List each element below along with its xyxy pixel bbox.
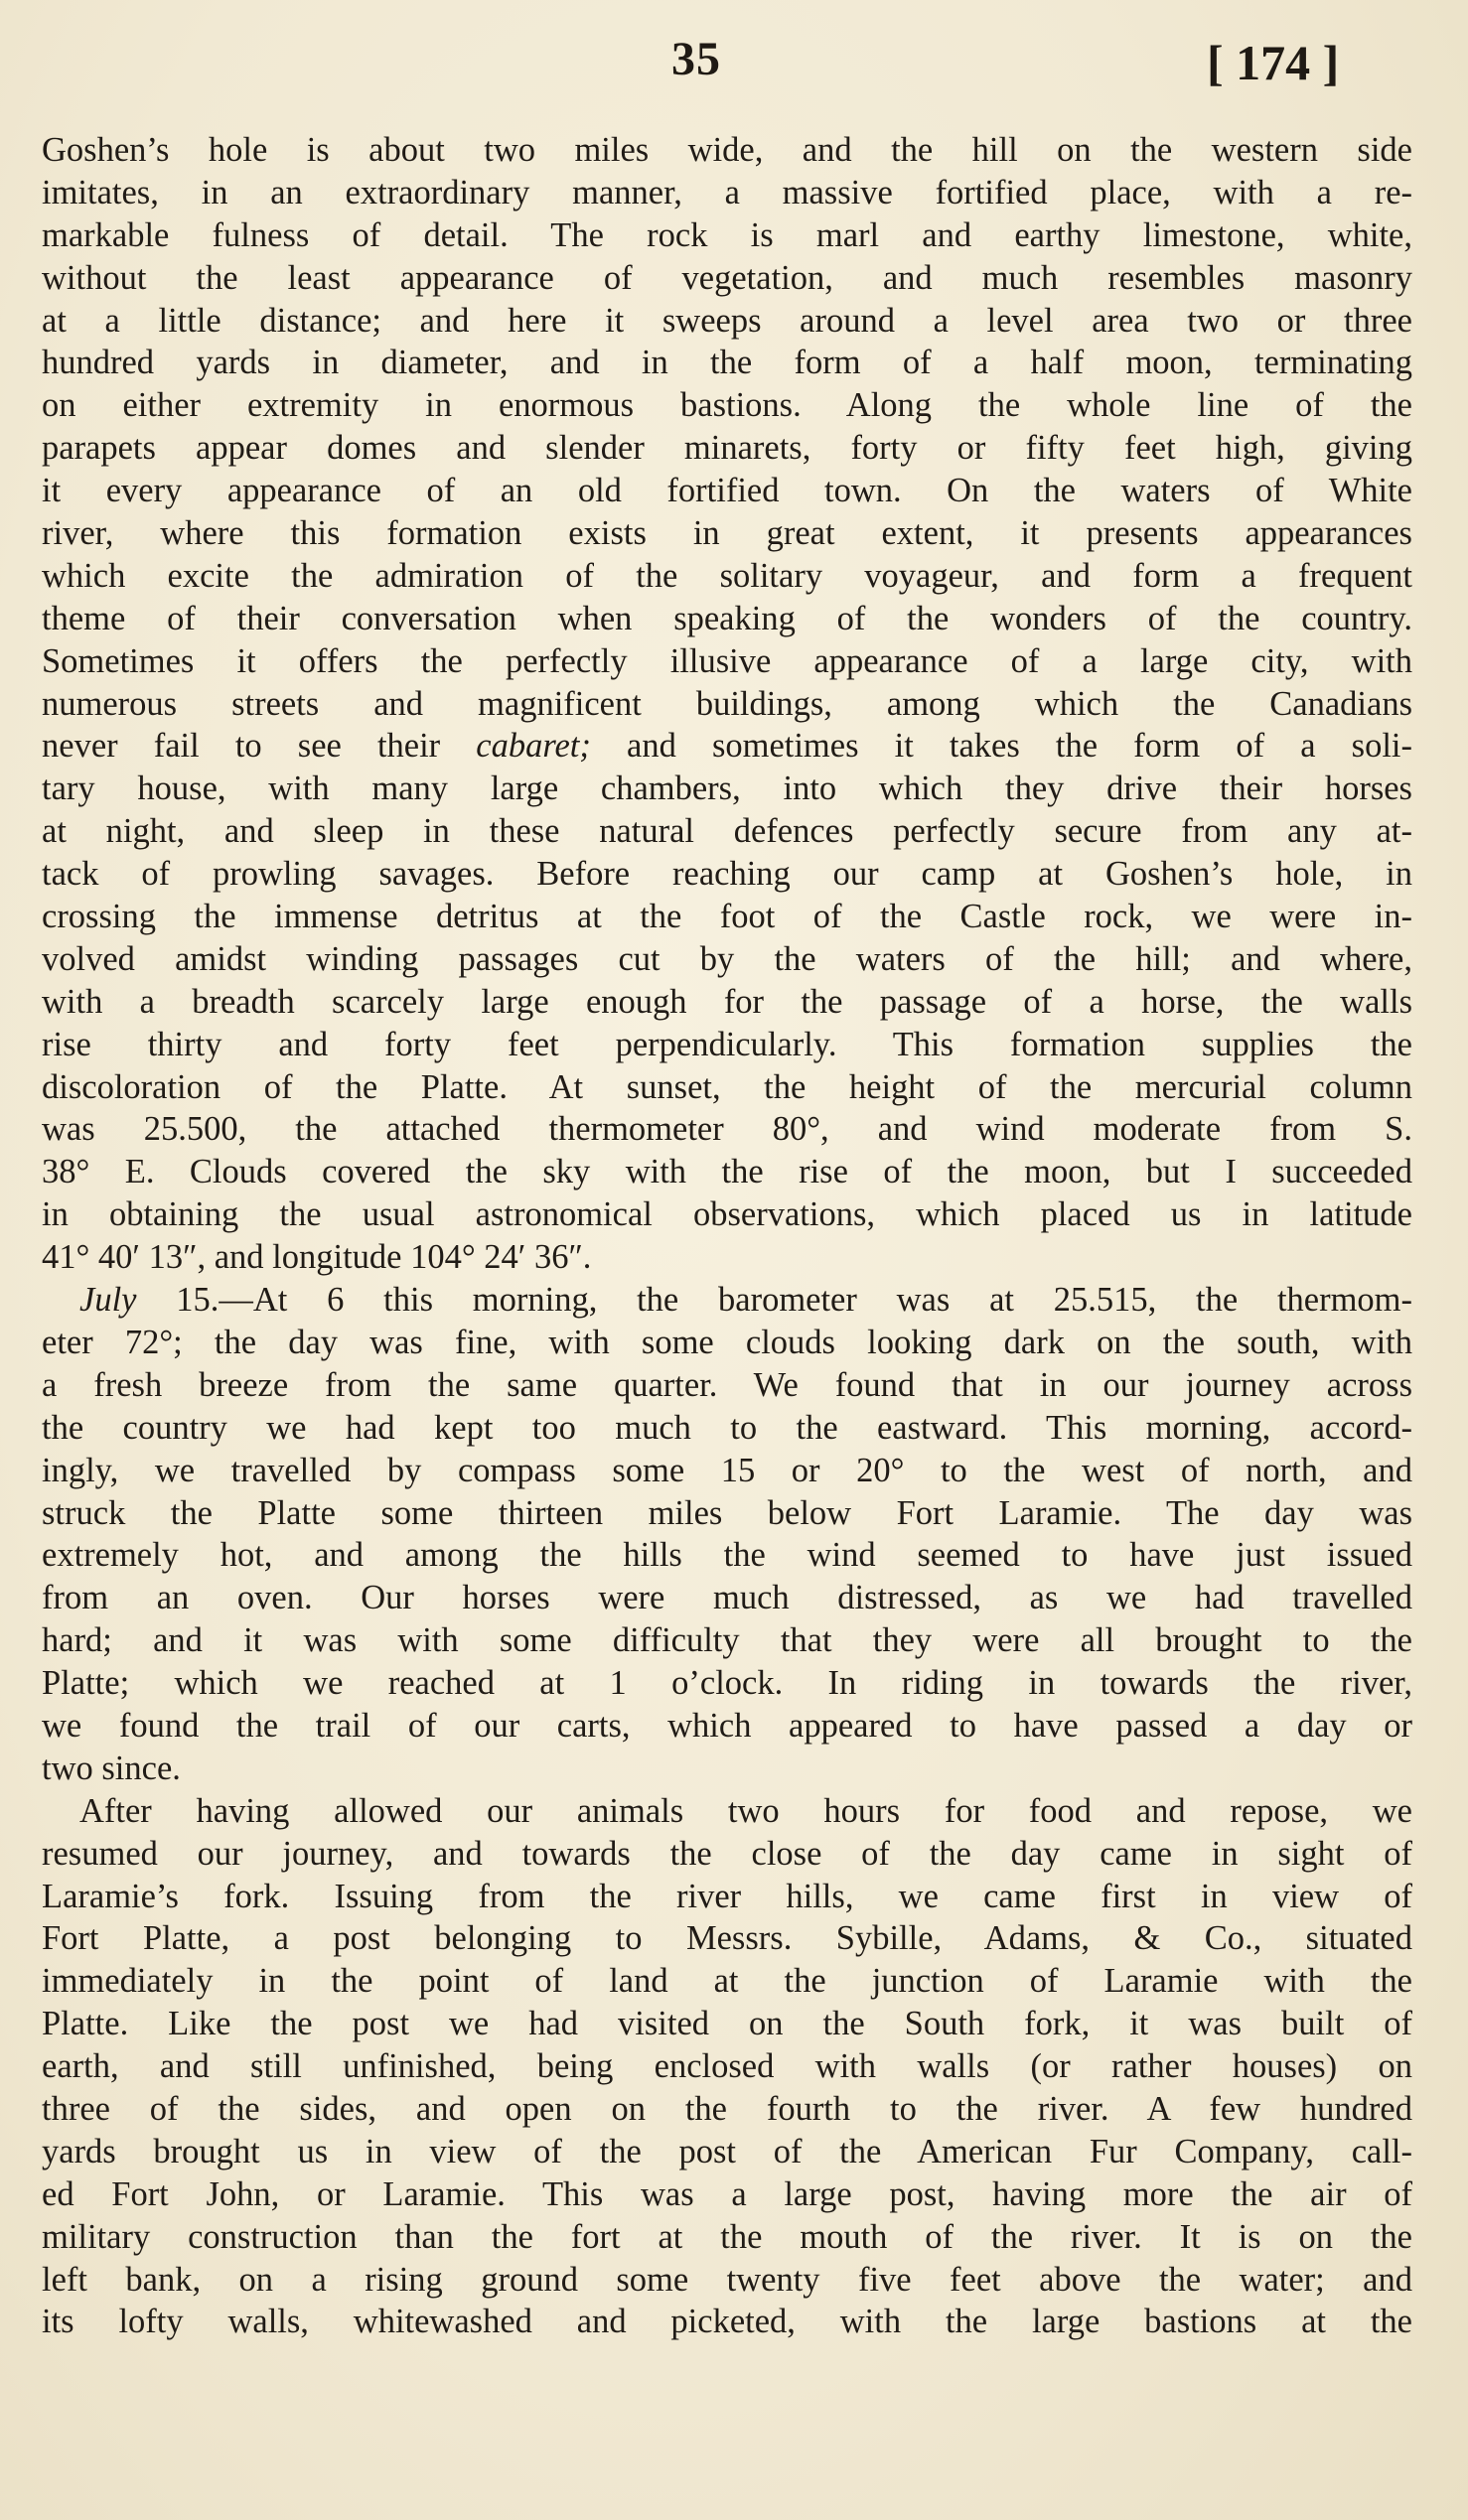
text-line: tack of prowling savages. Before reaching our camp at Goshen’s hole, in xyxy=(42,855,1412,894)
page-number: 35 xyxy=(671,33,721,85)
text-line: was 25.500, the attached thermometer 80°, and wind moderate from S. xyxy=(42,1110,1412,1149)
text-line: markable fulness of detail. The rock is marl and earthy limestone, white, xyxy=(42,215,1412,254)
text-line: never fail to see their cabaret; and sometimes it takes the form of a soli- xyxy=(42,727,1412,766)
text-line: Fort Platte, a post belonging to Messrs. Sybille, Adams, & Co., situated xyxy=(42,1919,1412,1958)
body-text xyxy=(42,129,1412,2343)
text-line: without the least appearance of vegetation, and much resembles masonry xyxy=(42,258,1412,297)
text-line: numerous streets and magnificent buildings, among which the Canadians xyxy=(42,684,1412,723)
text-line: from an oven. Our horses were much distressed, as we had travelled xyxy=(42,1579,1412,1617)
text-line: a fresh breeze from the same quarter. We found that in our journey across xyxy=(42,1365,1412,1404)
italic-text: July xyxy=(79,1281,137,1320)
text-line: Laramie’s fork. Issuing from the river hills, we came first in view of xyxy=(42,1877,1412,1915)
text-line: rise thirty and forty feet perpendicularly. This formation supplies the xyxy=(42,1025,1412,1063)
text-line: Platte. Like the post we had visited on the South fork, it was built of xyxy=(42,2005,1412,2043)
text-line: which excite the admiration of the solitary voyageur, and form a frequent xyxy=(42,556,1412,595)
text-line: theme of their conversation when speaking of the wonders of the country. xyxy=(42,599,1412,637)
paragraph xyxy=(42,1279,1412,1790)
document-number: [ 174 ] xyxy=(1207,35,1340,90)
text-line: on either extremity in enormous bastions. Along the whole line of the xyxy=(42,386,1412,425)
text-line: 38° E. Clouds covered the sky with the rise of the moon, but I succeeded xyxy=(42,1153,1412,1191)
text-line: extremely hot, and among the hills the wind seemed to have just issued xyxy=(42,1536,1412,1575)
text-line: ingly, we travelled by compass some 15 or 20° to the west of north, and xyxy=(42,1451,1412,1489)
text-line: the country we had kept too much to the eastward. This morning, accord- xyxy=(42,1408,1412,1447)
text-line: volved amidst winding passages cut by the waters of the hill; and where, xyxy=(42,939,1412,978)
text-line: parapets appear domes and slender minarets, forty or fifty feet high, giving xyxy=(42,429,1412,468)
text-line: Platte; which we reached at 1 o’clock. In riding in towards the river, xyxy=(42,1664,1412,1703)
text-line: eter 72°; the day was fine, with some clouds looking dark on the south, with xyxy=(42,1323,1412,1361)
text-line: tary house, with many large chambers, into which they drive their horses xyxy=(42,770,1412,808)
text-line: earth, and still unfinished, being enclosed with walls (or rather houses) on xyxy=(42,2047,1412,2086)
paragraph xyxy=(42,1790,1412,2344)
text-line: resumed our journey, and towards the close of the day came in sight of xyxy=(42,1834,1412,1873)
text-line: struck the Platte some thirteen miles below Fort Laramie. The day was xyxy=(42,1493,1412,1532)
text-line: Sometimes it offers the perfectly illusive appearance of a large city, with xyxy=(42,641,1412,680)
text-line: we found the trail of our carts, which appeared to have passed a day or xyxy=(42,1706,1412,1745)
text-line: hundred yards in diameter, and in the form of a half moon, terminating xyxy=(42,344,1412,382)
text-line: three of the sides, and open on the fourth to the river. A few hundred xyxy=(42,2089,1412,2128)
text-line: yards brought us in view of the post of the American Fur Company, call- xyxy=(42,2132,1412,2170)
text-line: hard; and it was with some difficulty that they were all brought to the xyxy=(42,1621,1412,1660)
text-line: at night, and sleep in these natural defences perfectly secure from any at- xyxy=(42,812,1412,851)
text-line: ed Fort John, or Laramie. This was a large post, having more the air of xyxy=(42,2174,1412,2213)
text-line: imitates, in an extraordinary manner, a massive fortified place, with a re- xyxy=(42,173,1412,211)
text-line: river, where this formation exists in great extent, it presents appearances xyxy=(42,514,1412,553)
text-line: two since. xyxy=(42,1749,181,1787)
text-line: July 15.—At 6 this morning, the barometer was at 25.515, the thermom- xyxy=(79,1281,1412,1320)
text-line: military construction than the fort at the mouth of the river. It is on the xyxy=(42,2217,1412,2256)
paragraph xyxy=(42,129,1412,1279)
text-line: at a little distance; and here it sweeps around a level area two or three xyxy=(42,301,1412,340)
text-line: in obtaining the usual astronomical observations, which placed us in latitude xyxy=(42,1195,1412,1234)
italic-text: cabaret; xyxy=(476,727,591,766)
page-header xyxy=(0,28,1468,97)
text-line: it every appearance of an old fortified town. On the waters of White xyxy=(42,472,1412,510)
text-line: crossing the immense detritus at the foot of the Castle rock, we were in- xyxy=(42,898,1412,936)
text-line: immediately in the point of land at the junction of Laramie with the xyxy=(42,1962,1412,2001)
text-line: discoloration of the Platte. At sunset, the height of the mercurial column xyxy=(42,1067,1412,1106)
text-line: its lofty walls, whitewashed and picketed, with the large bastions at the xyxy=(42,2303,1412,2341)
text-line: left bank, on a rising ground some twenty five feet above the water; and xyxy=(42,2260,1412,2299)
text-line: After having allowed our animals two hours for food and repose, we xyxy=(79,1791,1412,1830)
text-line: 41° 40′ 13″, and longitude 104° 24′ 36″. xyxy=(42,1238,592,1277)
text-line: with a breadth scarcely large enough for the passage of a horse, the walls xyxy=(42,982,1412,1021)
text-line: Goshen’s hole is about two miles wide, and the hill on the western side xyxy=(42,131,1412,169)
